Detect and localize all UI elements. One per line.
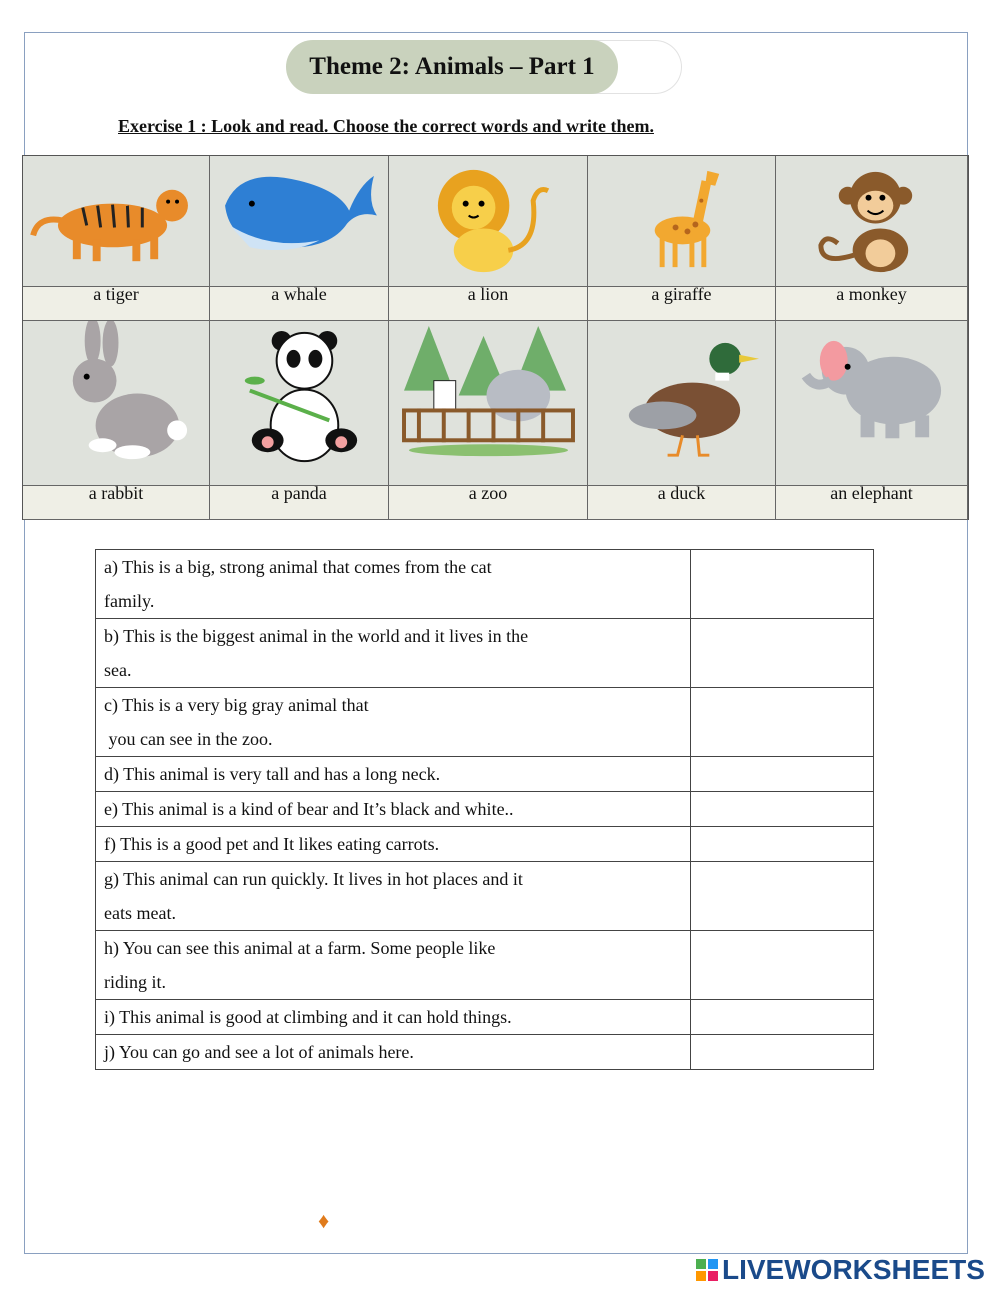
panda-cell <box>210 321 389 486</box>
monkey-icon <box>776 156 967 286</box>
rabbit-icon <box>23 321 209 485</box>
question-text: i) This animal is good at climbing and it can hold things. <box>96 1000 691 1035</box>
question-row <box>96 1000 874 1035</box>
question-text: g) This animal can run quickly. It lives in hot places and it eats meat. <box>96 862 691 931</box>
label-elephant: an elephant <box>776 486 968 520</box>
zoo-icon <box>389 321 587 485</box>
elephant-icon <box>776 321 967 485</box>
question-row <box>96 827 874 862</box>
elephant-cell <box>776 321 968 486</box>
question-text: c) This is a very big gray animal that you can see in the zoo. <box>96 688 691 757</box>
label-monkey: a monkey <box>776 287 968 321</box>
animal-picture-grid <box>22 155 969 520</box>
label-tiger: a tiger <box>23 287 210 321</box>
question-row <box>96 757 874 792</box>
duck-icon <box>588 321 775 485</box>
logo-text: LIVEWORKSHEETS <box>722 1254 985 1285</box>
question-row <box>96 931 874 1000</box>
question-text: f) This is a good pet and It likes eating carrots. <box>96 827 691 862</box>
giraffe-cell <box>588 156 776 287</box>
question-text: h) You can see this animal at a farm. Some people like riding it. <box>96 931 691 1000</box>
question-text: a) This is a big, strong animal that comes from the cat family. <box>96 550 691 619</box>
lion-cell <box>389 156 588 287</box>
panda-icon <box>210 321 388 485</box>
answer-field[interactable] <box>691 550 874 619</box>
answer-field[interactable] <box>691 688 874 757</box>
question-row <box>96 862 874 931</box>
question-row <box>96 1035 874 1070</box>
label-lion: a lion <box>389 287 588 321</box>
label-rabbit: a rabbit <box>23 486 210 520</box>
tiger-icon <box>23 156 209 286</box>
whale-cell <box>210 156 389 287</box>
answer-field[interactable] <box>691 619 874 688</box>
question-text: e) This animal is a kind of bear and It’s black and white.. <box>96 792 691 827</box>
question-row <box>96 792 874 827</box>
label-giraffe: a giraffe <box>588 287 776 321</box>
answer-field[interactable] <box>691 1035 874 1070</box>
answer-field[interactable] <box>691 757 874 792</box>
label-whale: a whale <box>210 287 389 321</box>
page-title-text: Theme 2: Animals – Part 1 <box>309 53 595 80</box>
question-row <box>96 550 874 619</box>
answer-field[interactable] <box>691 862 874 931</box>
liveworksheets-logo <box>696 1254 985 1286</box>
answer-field[interactable] <box>691 827 874 862</box>
duck-cell <box>588 321 776 486</box>
answer-field[interactable] <box>691 931 874 1000</box>
exercise-instruction: Exercise 1 : Look and read. Choose the correct words and write them. <box>118 116 654 136</box>
page-title <box>286 40 618 94</box>
answer-field[interactable] <box>691 792 874 827</box>
label-duck: a duck <box>588 486 776 520</box>
label-panda: a panda <box>210 486 389 520</box>
question-row <box>96 688 874 757</box>
zoo-cell <box>389 321 588 486</box>
rabbit-cell <box>23 321 210 486</box>
logo-squares-icon <box>696 1259 718 1281</box>
question-text: j) You can go and see a lot of animals here. <box>96 1035 691 1070</box>
question-text: d) This animal is very tall and has a long neck. <box>96 757 691 792</box>
label-zoo: a zoo <box>389 486 588 520</box>
whale-icon <box>210 156 388 286</box>
question-row <box>96 619 874 688</box>
lion-icon <box>389 156 587 286</box>
monkey-cell <box>776 156 968 287</box>
question-text: b) This is the biggest animal in the world and it lives in the sea. <box>96 619 691 688</box>
diamond-icon: ♦ <box>318 1208 330 1233</box>
giraffe-icon <box>588 156 775 286</box>
answer-field[interactable] <box>691 1000 874 1035</box>
question-table <box>95 549 874 1070</box>
tiger-cell <box>23 156 210 287</box>
